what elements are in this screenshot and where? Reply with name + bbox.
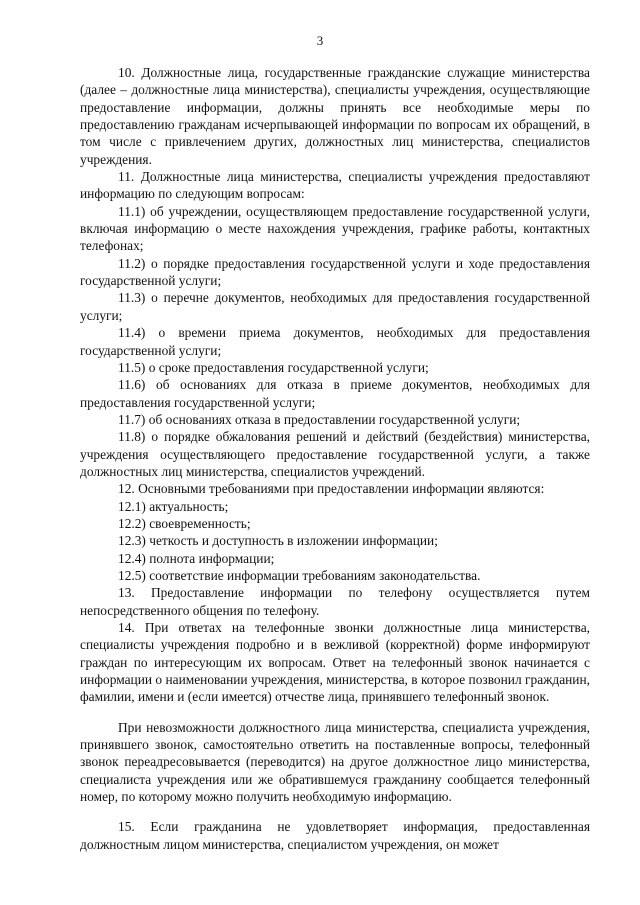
paragraph-11-4: 11.4) о времени приема документов, необходимых для предоставления государственной услуги; (80, 325, 590, 358)
paragraph-14-continued: При невозможности должностного лица министерства, специалиста учреждения, принявшего звонок, самостоятельно ответить на поставленные вопросы, телефонный звонок переадресовывается (переводится) на другое должностное лицо министерства, специалиста учреждения или же обратившемуся гражданину сообщается телефонный номер, по которому можно получить необходимую информацию. (80, 719, 590, 805)
page-number: 3 (316, 33, 324, 48)
paragraph-10: 10. Должностные лица, государственные гражданские служащие министерства (далее – должностные лица министерства), специалисты учреждения, осуществляющие предоставление информации, должны принять все необходимые меры по предоставлению гражданам исчерпывающей информации по вопросам их обращений, в том числе с привлечением других, должностных лиц министерства, специалистов учреждения. (80, 65, 590, 167)
paragraph-12-1: 12.1) актуальность; (118, 498, 229, 514)
paragraph-12-4: 12.4) полнота информации; (118, 550, 275, 566)
paragraph-11-1: 11.1) об учреждении, осуществляющем предоставление государственной услуги, включая информацию о месте нахождения учреждения, графике работы, контактных телефонах; (80, 203, 590, 254)
paragraph-11: 11. Должностные лица министерства, специалисты учреждения предоставляют информацию по следующим вопросам: (80, 169, 590, 202)
paragraph-15: 15. Если гражданина не удовлетворяет информация, предоставленная должностным лицом министерства, специалистом учреждения, он может (80, 819, 590, 852)
document-body (80, 64, 590, 853)
paragraph-11-3: 11.3) о перечне документов, необходимых для предоставления государственной услуги; (80, 290, 590, 323)
paragraph-11-2: 11.2) о порядке предоставления государственной услуги и ходе предоставления государственной услуги; (80, 255, 590, 289)
paragraph-12-5: 12.5) соответствие информации требованиям законодательства. (118, 567, 481, 583)
paragraph-11-6: 11.6) об основаниях для отказа в приеме документов, необходимых для предоставления государственной услуги; (80, 377, 590, 410)
paragraph-11-8: 11.8) о порядке обжалования решений и действий (бездействия) министерства, учреждения осуществляющего предоставление государственной услуги, а также должностных лиц министерства, специалистов учреждений. (80, 429, 590, 479)
paragraph-12-2: 12.2) своевременность; (118, 515, 251, 531)
paragraph-12: 12. Основными требованиями при предоставлении информации являются: (118, 481, 545, 497)
paragraph-13: 13. Предоставление информации по телефону осуществляется путем непосредственного общения по телефону. (80, 585, 590, 618)
paragraph-14: 14. При ответах на телефонные звонки должностные лица министерства, специалисты учреждения подробно и в вежливой (корректной) форме информируют граждан по интересующим их вопросам. Ответ на телефонный звонок начинается с информации о наименовании учреждения, министерства, в которое позвонил гражданин, фамилии, имени и (если имеется) отчестве лица, принявшего телефонный звонок. (80, 620, 590, 705)
paragraph-11-7: 11.7) об основаниях отказа в предоставлении государственной услуги; (118, 411, 521, 427)
paragraph-12-3: 12.3) четкость и доступность в изложении информации; (118, 533, 438, 549)
paragraph-11-5: 11.5) о сроке предоставления государственной услуги; (118, 359, 429, 375)
